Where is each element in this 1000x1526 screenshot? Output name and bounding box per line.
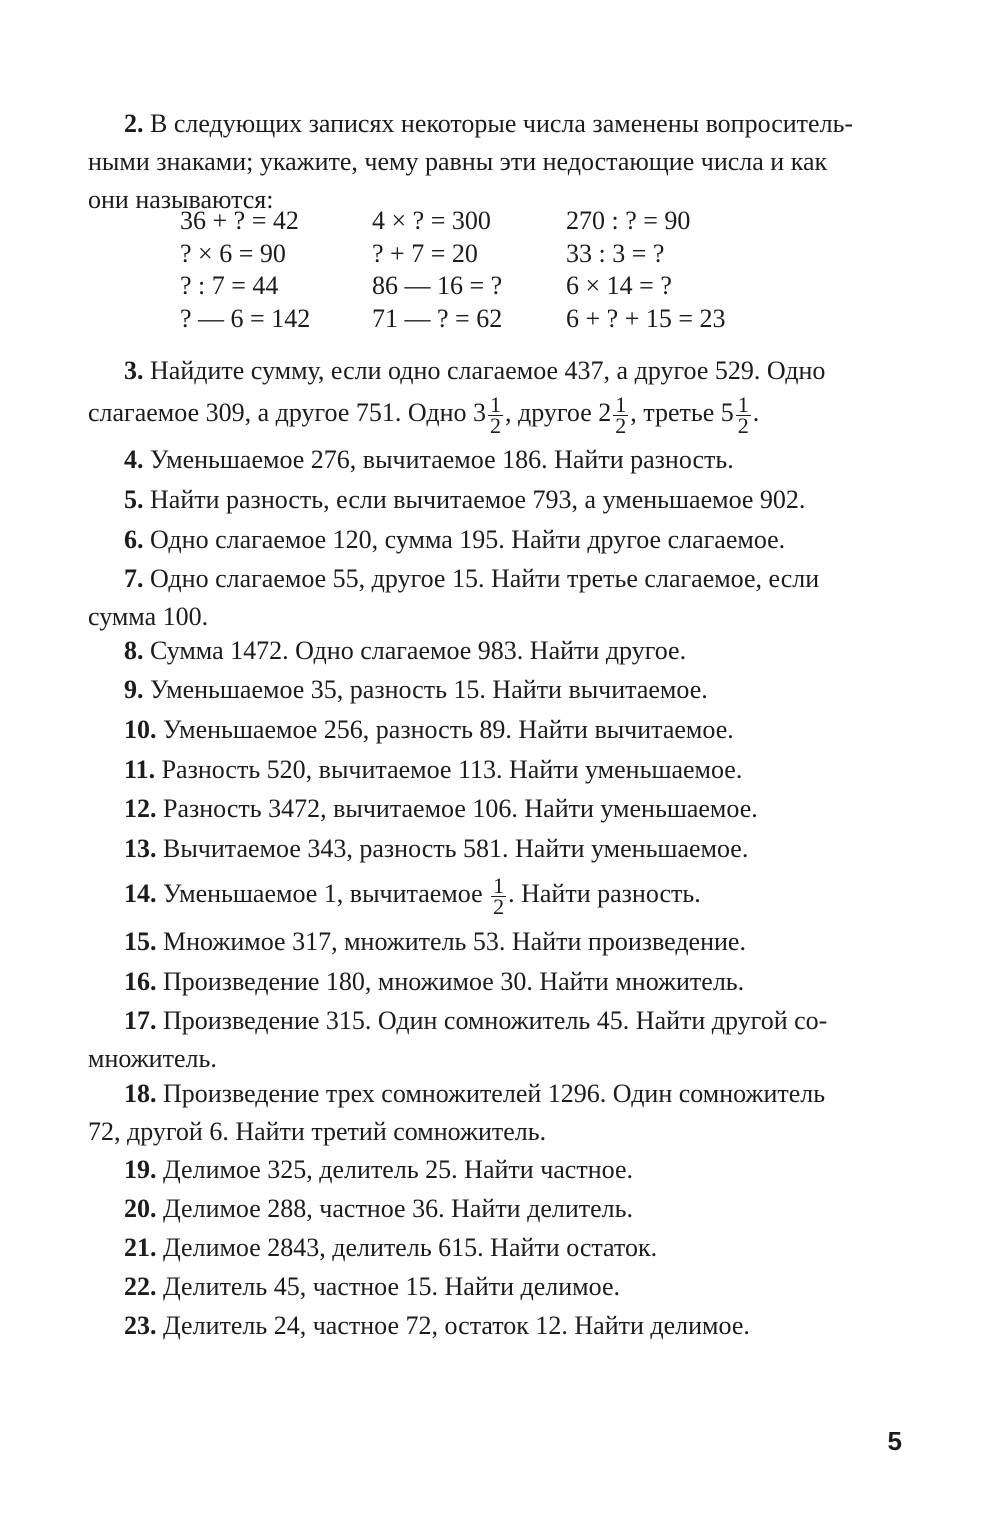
problem-number: 22. xyxy=(124,1272,157,1301)
problem-text: Сумма 1472. Одно слагаемое 983. Найти другое. xyxy=(150,636,687,665)
problem-number: 16. xyxy=(124,967,157,996)
equation: 270 : ? = 90 xyxy=(566,206,691,235)
problem-number: 14. xyxy=(124,879,157,908)
problem-text: Найдите сумму, если одно слагаемое 437, а другое 529. Одно xyxy=(150,356,826,385)
problem-text: , третье 5 xyxy=(630,398,734,427)
problem-text: Вычитаемое 343, разность 581. Найти уменьшаемое. xyxy=(163,834,749,863)
problem-number: 18. xyxy=(124,1079,157,1108)
problem-text: Разность 520, вычитаемое 113. Найти уменьшаемое. xyxy=(161,755,743,784)
problem-number: 23. xyxy=(124,1311,157,1340)
problem-7 xyxy=(88,560,908,636)
problem-12 xyxy=(124,790,758,828)
equation: ? × 6 = 90 xyxy=(180,238,286,268)
problem-7-line-1 xyxy=(88,560,908,598)
problem-text: Делитель 45, частное 15. Найти делимое. xyxy=(163,1272,620,1301)
problem-20 xyxy=(124,1190,633,1228)
problem-number: 5. xyxy=(124,485,144,514)
problem-text: Произведение 315. Один сомножитель 45. Найти другой со- xyxy=(163,1006,828,1035)
problem-text: . Найти разность. xyxy=(508,879,701,908)
page-number: 5 xyxy=(887,1426,902,1456)
problem-text: Разность 3472, вычитаемое 106. Найти уменьшаемое. xyxy=(163,794,758,823)
equation: ? + 7 = 20 xyxy=(372,238,478,268)
problem-16 xyxy=(124,963,744,1001)
fraction-numerator: 1 xyxy=(493,872,505,898)
fraction-numerator: 1 xyxy=(737,391,749,417)
equation: 71 — ? = 62 xyxy=(372,303,503,333)
problem-8 xyxy=(124,632,686,670)
problem-18-line-1 xyxy=(88,1075,908,1113)
problem-14 xyxy=(124,872,701,917)
problem-2-line-1 xyxy=(88,105,908,143)
fraction-numerator: 1 xyxy=(490,391,501,417)
problem-text: слагаемое 309, а другое 751. Одно 3 xyxy=(88,398,486,427)
problem-text: . xyxy=(752,398,760,427)
problem-17-line-1 xyxy=(88,1002,908,1040)
equation: 36 + ? = 42 xyxy=(180,206,299,235)
problem-text: Уменьшаемое 1, вычитаемое xyxy=(163,879,490,908)
fraction xyxy=(491,872,506,919)
problem-number: 6. xyxy=(124,525,144,554)
problem-number: 9. xyxy=(124,675,144,704)
problem-number: 2. xyxy=(124,109,144,138)
fraction-numerator: 1 xyxy=(615,391,627,417)
equation: 86 — 16 = ? xyxy=(372,271,503,300)
problem-text: Делимое 325, делитель 25. Найти частное. xyxy=(163,1155,633,1184)
problem-text: Произведение трех сомножителей 1296. Один сомножитель xyxy=(163,1079,826,1108)
equation: ? : 7 = 44 xyxy=(180,271,279,300)
problem-2 xyxy=(88,105,908,219)
problem-text: Делитель 24, частное 72, остаток 12. Найти делимое. xyxy=(163,1311,750,1340)
problem-text: Уменьшаемое 256, разность 89. Найти вычитаемое. xyxy=(163,715,734,744)
problem-22 xyxy=(124,1268,620,1306)
problem-7-line-2: сумма 100. xyxy=(88,602,209,631)
fraction xyxy=(488,391,503,438)
problem-text: Произведение 180, множимое 30. Найти множитель. xyxy=(163,967,745,996)
equation-grid xyxy=(180,205,826,335)
problem-text: , другое 2 xyxy=(505,398,612,427)
problem-text: Найти разность, если вычитаемое 793, а уменьшаемое 902. xyxy=(150,485,806,514)
problem-text: Уменьшаемое 276, вычитаемое 186. Найти разность. xyxy=(150,445,734,474)
problem-4 xyxy=(124,441,734,479)
problem-11 xyxy=(124,751,742,789)
problem-18-line-2: 72, другой 6. Найти третий сомножитель. xyxy=(88,1117,547,1146)
problem-number: 12. xyxy=(124,794,157,823)
problem-number: 13. xyxy=(124,834,157,863)
problem-19 xyxy=(124,1151,633,1189)
problem-number: 7. xyxy=(124,564,144,593)
fraction-denominator: 2 xyxy=(490,412,501,438)
fraction-denominator: 2 xyxy=(615,412,627,438)
problem-17-line-2: множитель. xyxy=(88,1044,217,1073)
equation: 33 : 3 = ? xyxy=(566,238,665,268)
problem-text: Делимое 288, частное 36. Найти делитель. xyxy=(163,1194,633,1223)
equation: 4 × ? = 300 xyxy=(372,206,491,235)
problem-number: 11. xyxy=(124,755,156,784)
problem-text: Уменьшаемое 35, разность 15. Найти вычитаемое. xyxy=(150,675,708,704)
problem-text: Делимое 2843, делитель 615. Найти остаток. xyxy=(163,1233,658,1262)
problem-number: 19. xyxy=(124,1155,157,1184)
problem-number: 10. xyxy=(124,715,157,744)
problem-number: 8. xyxy=(124,636,144,665)
fraction xyxy=(613,391,628,438)
problem-text: Множимое 317, множитель 53. Найти произведение. xyxy=(163,927,746,956)
equation: 6 × 14 = ? xyxy=(566,271,672,300)
problem-number: 3. xyxy=(124,356,144,385)
problem-number: 20. xyxy=(124,1194,157,1223)
problem-2-line-2: ными знаками; укажите, чему равны эти недостающие числа и как xyxy=(88,147,828,176)
problem-2-line-3: они называются: xyxy=(88,185,274,214)
problem-3-line-1 xyxy=(88,352,908,390)
equation: 6 + ? + 15 = 23 xyxy=(566,303,726,333)
problem-number: 17. xyxy=(124,1006,157,1035)
problem-text: Одно слагаемое 55, другое 15. Найти третье слагаемое, если xyxy=(150,564,820,593)
problem-9 xyxy=(124,671,708,709)
problem-6 xyxy=(124,521,785,559)
problem-number: 15. xyxy=(124,927,157,956)
fraction-denominator: 2 xyxy=(493,893,505,919)
fraction xyxy=(736,391,751,438)
problem-text: В следующих записях некоторые числа заменены вопроситель- xyxy=(150,109,854,138)
equation: ? — 6 = 142 xyxy=(180,303,311,333)
problem-10 xyxy=(124,711,734,749)
problem-23 xyxy=(124,1307,750,1345)
fraction-denominator: 2 xyxy=(737,412,749,438)
problem-15 xyxy=(124,923,746,961)
problem-number: 4. xyxy=(124,445,144,474)
problem-21 xyxy=(124,1229,657,1267)
problem-5 xyxy=(124,481,805,519)
problem-17 xyxy=(88,1002,908,1078)
problem-3 xyxy=(88,352,908,436)
problem-number: 21. xyxy=(124,1233,157,1262)
problem-3-line-2 xyxy=(88,391,908,438)
problem-text: Одно слагаемое 120, сумма 195. Найти другое слагаемое. xyxy=(150,525,786,554)
problem-13 xyxy=(124,830,748,868)
problem-18 xyxy=(88,1075,908,1151)
